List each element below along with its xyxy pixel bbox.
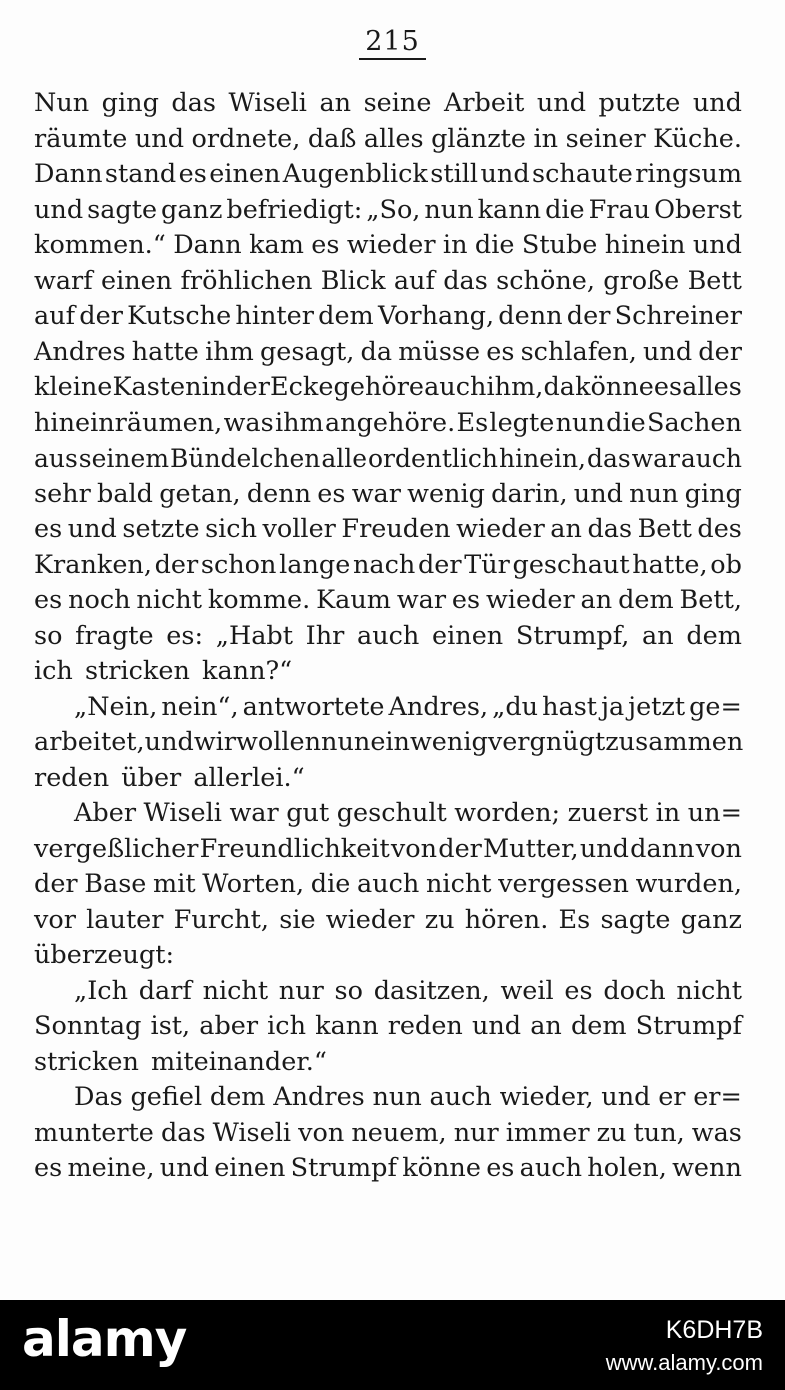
text-line: Das gefiel dem Andres nun auch wieder, und er er= xyxy=(74,1082,742,1112)
text-line: räumte und ordnete, daß alles glänzte in seiner Küche. xyxy=(34,123,742,154)
text-line: vergeßlicher Freundlichkeit von der Mutter, und dann von xyxy=(34,833,742,864)
text-line: Sonntag ist, aber ich kann reden und an dem Strumpf xyxy=(34,1011,742,1041)
text-line: Nun ging das Wiseli an seine Arbeit und putzte und xyxy=(34,88,742,118)
text-line: kommen.“ Dann kam es wieder in die Stube hinein und xyxy=(34,230,742,260)
text-line: Andres hatte ihm gesagt, da müsse es schlafen, und der xyxy=(34,336,742,367)
text-line: Dann stand es einen Augenblick still und schaute ringsum xyxy=(34,159,742,189)
text-line: Aber Wiseli war gut geschult worden; zuerst in un= xyxy=(74,798,742,828)
text-line: der Base mit Worten, die auch nicht vergessen wurden, xyxy=(34,869,742,899)
text-line: es und setzte sich voller Freuden wieder an das Bett des xyxy=(34,514,742,544)
text-line: überzeugt: xyxy=(34,940,175,970)
watermark-banner xyxy=(0,1300,785,1390)
text-line: aus seinem Bündelchen alle ordentlich hinein, das war auch xyxy=(34,444,742,473)
text-line: es noch nicht komme. Kaum war es wieder an dem Bett, xyxy=(34,585,742,615)
page-number: 215 xyxy=(0,26,785,60)
image-id: K6DH7B xyxy=(665,1316,763,1344)
text-line: ich stricken kann?“ xyxy=(34,656,293,686)
text-line: sehr bald getan, denn es war wenig darin, und nun ging xyxy=(34,478,742,509)
text-line: kleine Kasten in der Ecke gehöre auch ihm, da könne es alles xyxy=(34,372,742,402)
text-line: Kranken, der schon lange nach der Tür geschaut hatte, ob xyxy=(34,549,742,580)
text-line: „Ich darf nicht nur so dasitzen, weil es doch nicht xyxy=(74,975,742,1006)
body-text xyxy=(34,86,742,1187)
text-line: auf der Kutsche hinter dem Vorhang, denn der Schreiner xyxy=(34,301,742,331)
text-line: vor lauter Furcht, sie wieder zu hören. Es sagte ganz xyxy=(34,904,742,935)
alamy-logo: alamy xyxy=(22,1310,187,1368)
text-line: munterte das Wiseli von neuem, nur immer zu tun, was xyxy=(34,1117,742,1148)
text-line: reden über allerlei.“ xyxy=(34,762,305,793)
text-line: warf einen fröhlichen Blick auf das schöne, große Bett xyxy=(34,265,742,296)
text-line: „Nein, nein“, antwortete Andres, „du hast ja jetzt ge= xyxy=(74,691,742,722)
text-line: so fragte es: „Habt Ihr auch einen Strumpf, an dem xyxy=(34,620,742,651)
text-line: stricken miteinander.“ xyxy=(34,1046,327,1077)
text-line: hineinräumen, was ihm angehöre. Es legte nun die Sachen xyxy=(34,407,742,438)
text-line: es meine, und einen Strumpf könne es auch holen, wenn xyxy=(34,1153,742,1183)
site-url: www.alamy.com xyxy=(605,1350,763,1375)
text-line: arbeitet, und wir wollen nun ein wenig vergnügt zusammen xyxy=(34,727,744,757)
text-line: und sagte ganz befriedigt: „So, nun kann die Frau Oberst xyxy=(34,194,742,225)
